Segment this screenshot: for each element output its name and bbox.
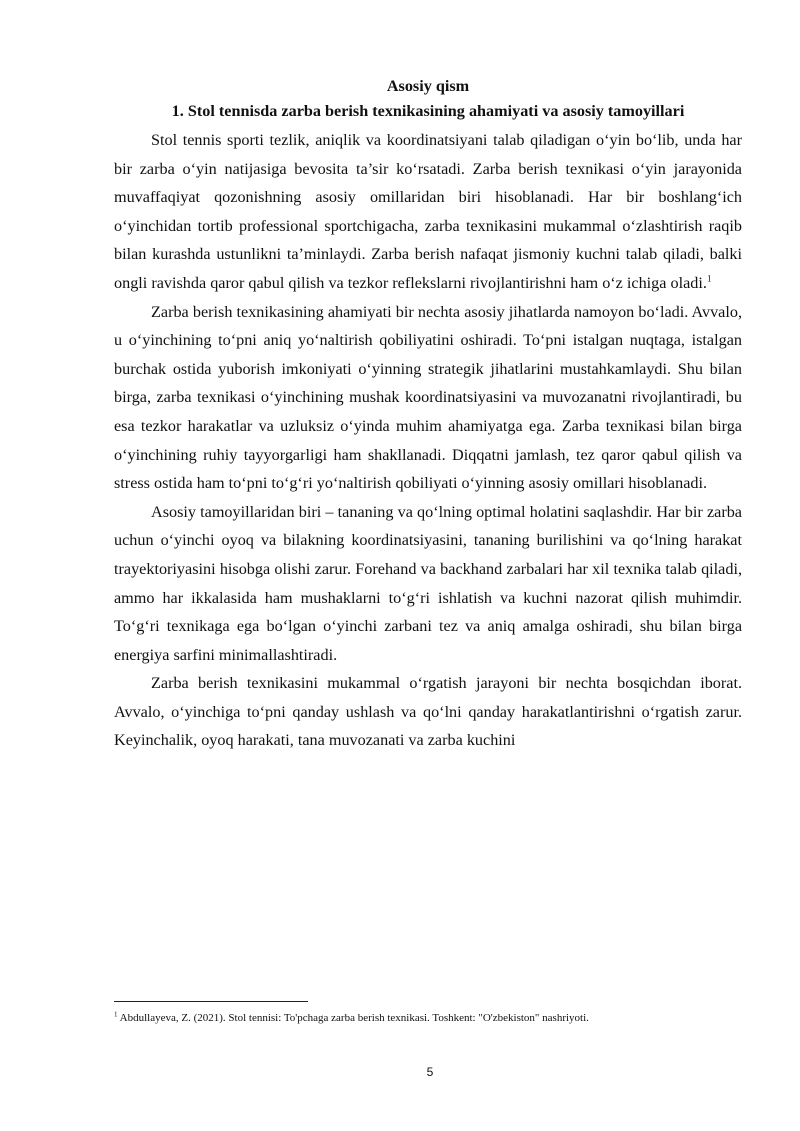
page-title: Asosiy qism <box>386 77 470 95</box>
footnote <box>114 1011 754 1025</box>
paragraph-1-text: Stol tennis sporti tezlik, aniqlik va koordinatsiyani talab qiladigan o‘yin bo‘lib, unda har bir zarba o‘yin natijasiga bevosita ta’sir ko‘rsatadi. Zarba berish texnikasi o‘yin jarayonida muvaffaqiyat qozonishning asosiy omillaridan biri hisoblanadi. Har bir boshlang‘ich o‘yinchidan tortib professional sportchigacha, zarba texnikasini mukammal o‘zlashtirish raqib bilan kurashda ustunlikni ta’minlaydi. Zarba berish nafaqat jismoniy kuchni talab qiladi, balki ongli ravishda qaror qabul qilish va tezkor reflekslarni rivojlantirishni ham o‘z ichiga oladi. <box>114 131 742 292</box>
paragraph-2: Zarba berish texnikasining ahamiyati bir nechta asosiy jihatlarda namoyon bo‘ladi. Avvalo, u o‘yinchining to‘pni aniq yo‘naltirish qobiliyatini oshiradi. To‘pni istalgan nuqtaga, istalgan burchak ostida yuborish imkoniyati o‘yinning strategik jihatlarini mustahkamlaydi. Shu bilan birga, zarba texnikasi o‘yinchining mushak koordinatsiyasini va muvozanatni rivojlantiradi, bu esa tezkor harakatlar va uzluksiz o‘yinda muhim ahamiyatga ega. Zarba texnikasi bilan birga o‘yinchining ruhiy tayyorgarligi ham shakllanadi. Diqqatni jamlash, tez qaror qabul qilish va stress ostida ham to‘pni to‘g‘ri yo‘naltirish qobiliyati o‘yinning asosiy omillari hisoblanadi. <box>114 302 742 493</box>
paragraph-3: Asosiy tamoyillaridan biri – tananing va qo‘lning optimal holatini saqlashdir. Har bir zarba uchun o‘yinchi oyoq va bilakning koordinatsiyasini, tananing burilishini va qo‘lning harakat trayektoriyasini hisobga olishi zarur. Forehand va backhand zarbalari har xil texnika talab qiladi, ammo har ikkalasida ham mushaklarni to‘g‘ri ishlatish va kuchni nazorat qilish muhimdir. To‘g‘ri texnikaga ega bo‘lgan o‘yinchi zarbani tez va aniq amalga oshiradi, shu bilan birga energiya sarfini minimallashtiradi. <box>114 502 742 664</box>
section-heading: 1. Stol tennisda zarba berish texnikasining ahamiyati va asosiy tamoyillari <box>171 102 685 120</box>
document-body <box>114 70 742 755</box>
footnote-reference[interactable]: 1 <box>706 273 712 284</box>
paragraph-1 <box>114 126 742 298</box>
page-number: 5 <box>426 1065 434 1079</box>
paragraph-4: Zarba berish texnikasini mukammal o‘rgatish jarayoni bir nechta bosqichdan iborat. Avvalo, o‘yinchiga to‘pni qanday ushlash va qo‘lni qanday harakatlantirishni o‘rgatish zarur. Keyinchalik, oyoq harakati, tana muvozanati va zarba kuchini <box>114 674 742 750</box>
footnote-text: Abdullayeva, Z. (2021). Stol tennisi: To'pchaga zarba berish texnikasi. Toshkent: "O'zbekiston" nashriyoti. <box>119 1012 589 1024</box>
footnote-divider <box>114 1001 308 1002</box>
footnote-number: 1 <box>114 1010 118 1019</box>
